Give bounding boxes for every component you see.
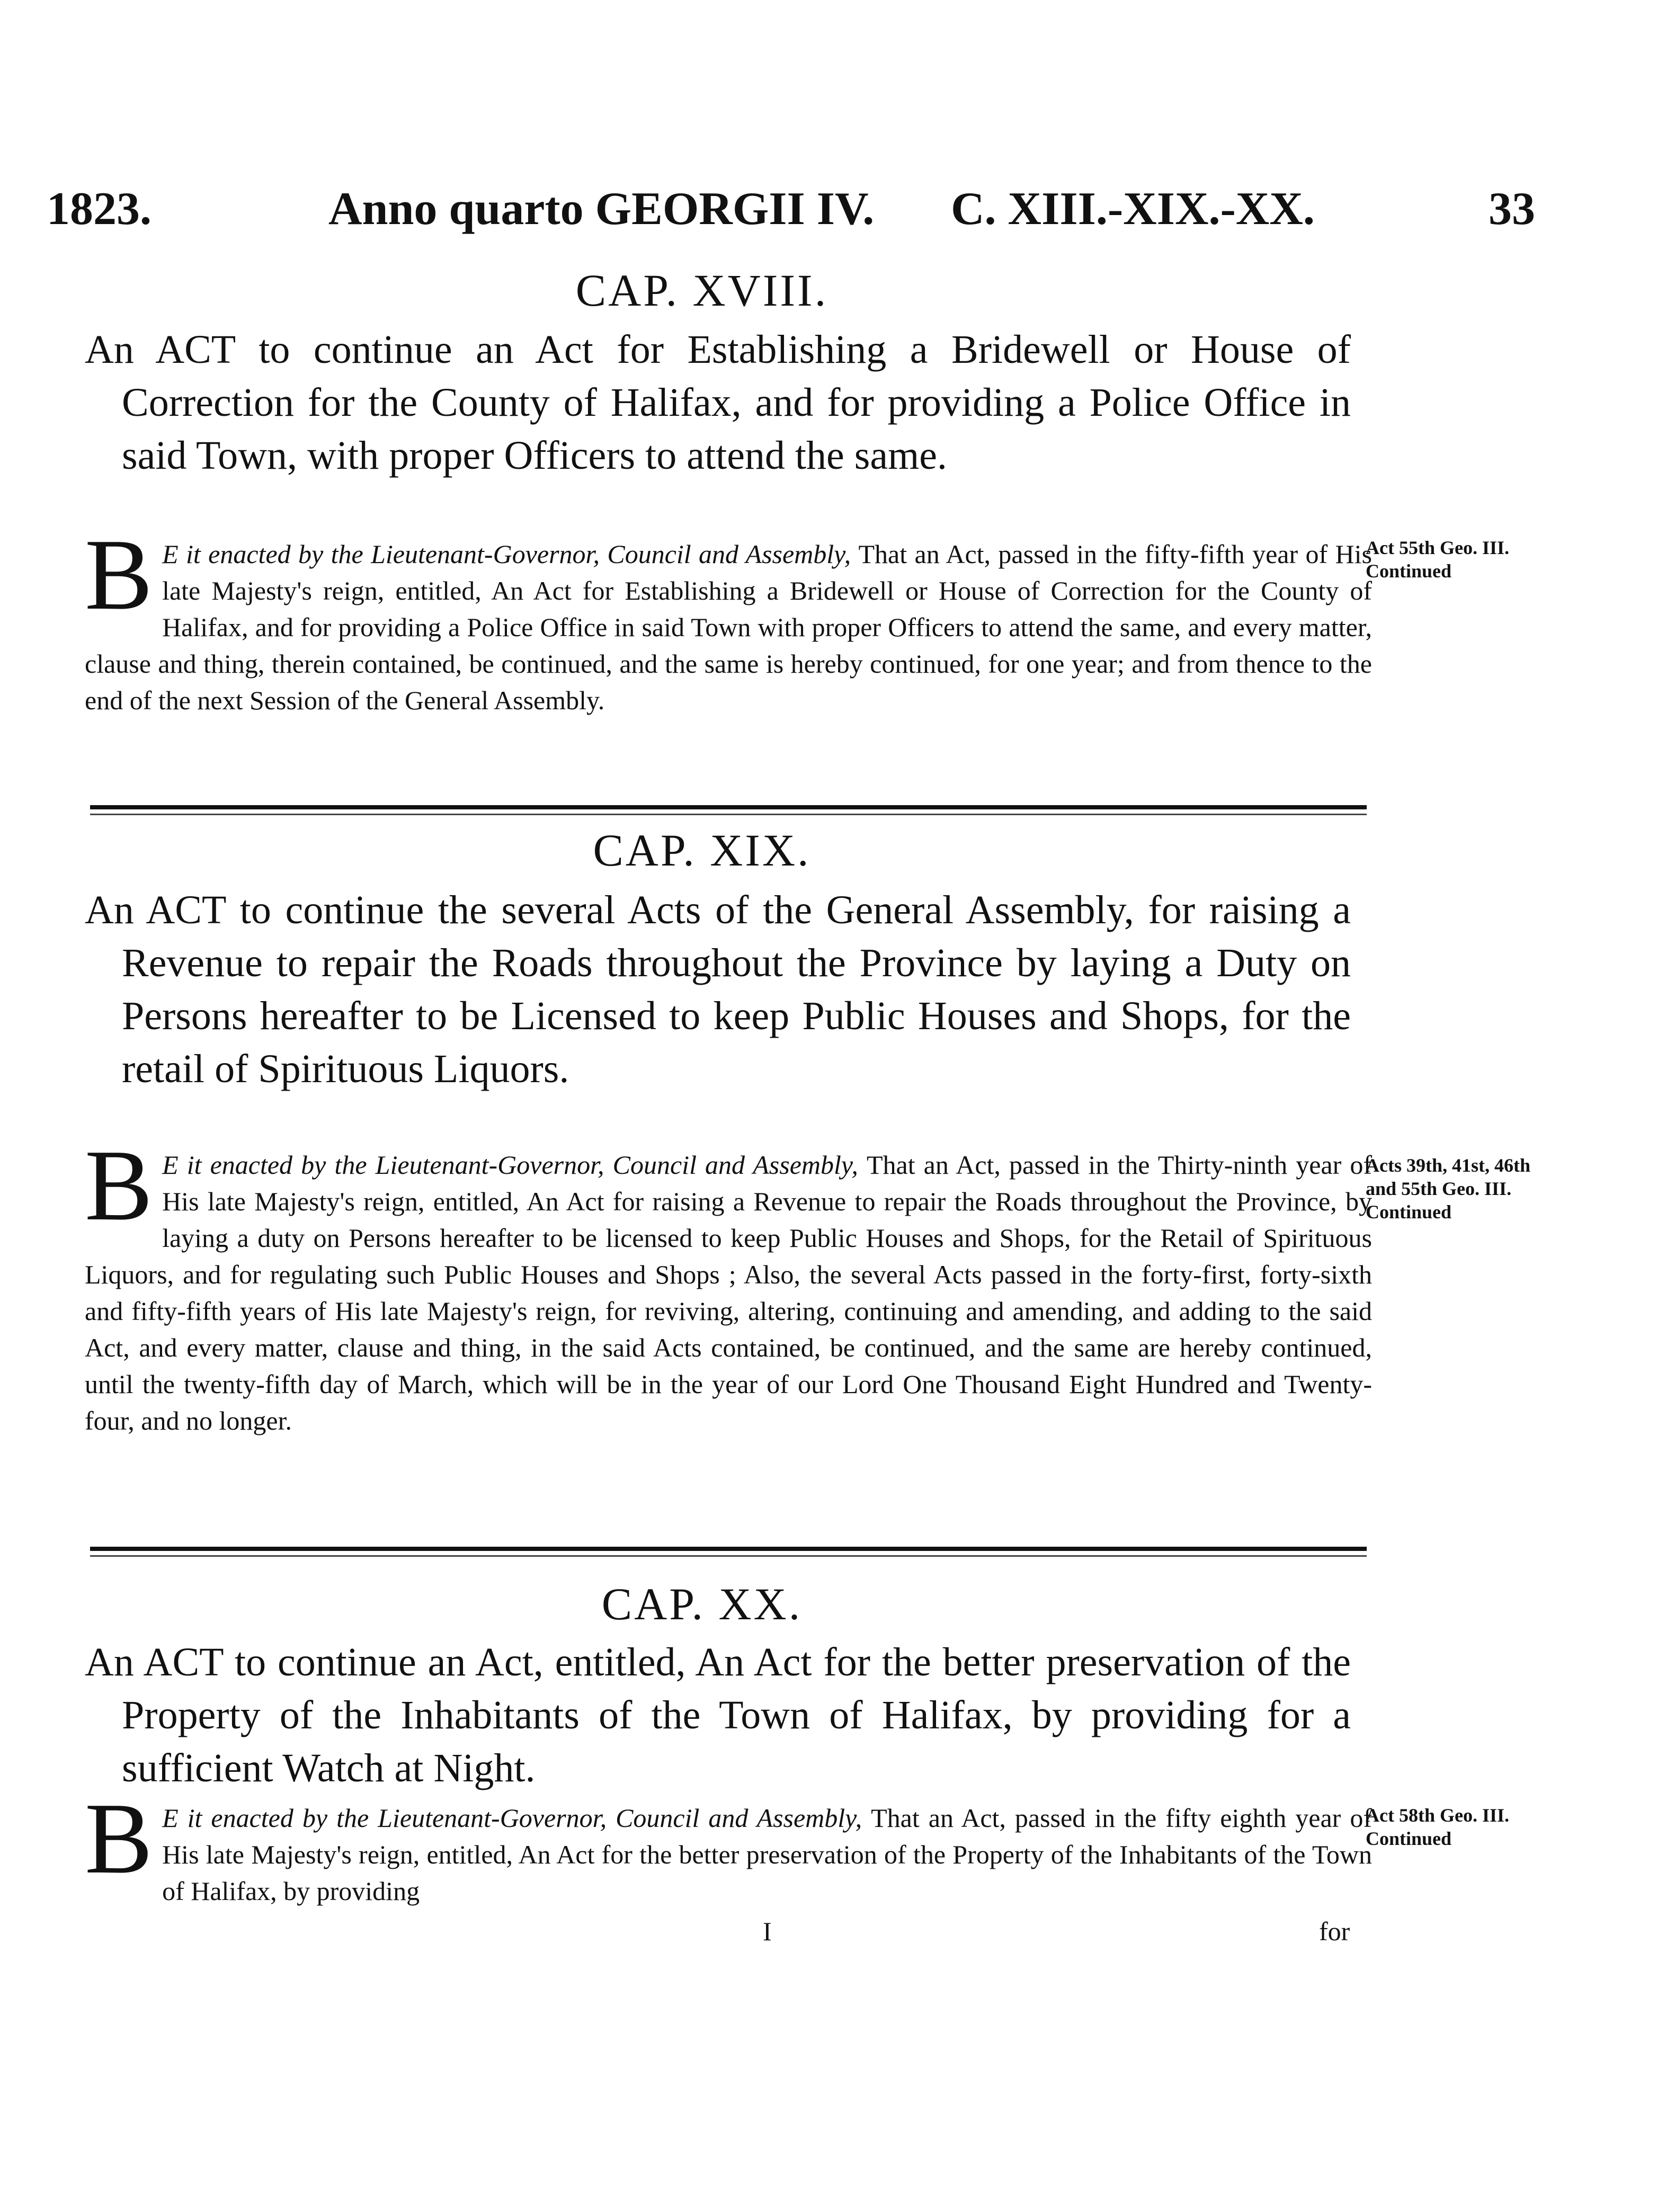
running-head-title: Anno quarto GEORGII IV. <box>328 183 875 235</box>
cap-20-heading: CAP. XX. <box>601 1578 803 1629</box>
page-number: 33 <box>1489 183 1535 235</box>
cap-20-enacting-clause: E it enacted by the Lieutenant-Governor, Council and Assembly, <box>162 1803 871 1833</box>
running-head-year: 1823. <box>47 183 152 235</box>
section-rule-thin <box>90 1555 1367 1557</box>
section-rule <box>90 805 1367 809</box>
cap-19-dropcap: B <box>85 1129 153 1242</box>
cap-19-enacting-clause: E it enacted by the Lieutenant-Governor, Council and Assembly, <box>162 1150 867 1180</box>
cap-19-title: An ACT to continue the several Acts of the General Assembly, for raising a Revenue to repair the Roads throughout the Province by laying a Duty on Persons hereafter to be Licensed to keep Public Houses and Shops, for the retail of Spirituous Liquors. <box>85 888 1351 1091</box>
cap-20-dropcap: B <box>85 1782 153 1895</box>
cap-19-heading: CAP. XIX. <box>593 825 811 876</box>
cap-18-heading: CAP. XVIII. <box>575 265 829 316</box>
section-rule <box>90 1547 1367 1551</box>
cap-18-enacting-clause: E it enacted by the Lieutenant-Governor, Council and Assembly, <box>162 539 859 569</box>
catchword: for <box>1319 1916 1350 1946</box>
cap-19-body-text: That an Act, passed in the Thirty-ninth year of His late Majesty's reign, entitled, An Act for raising a Revenue to repair the Roads throughout the Province, by laying a duty on Persons hereafter to be licensed to keep Public Houses and Shops, for the Retail of Spirituous Liquors, and for regulating such Public Houses and Shops ; Also, the several Acts passed in the forty-first, forty-sixth and fifty-fifth years of His late Majesty's reign, for reviving, altering, continuing and amending, and adding to the said Act, and every matter, clause and thing, in the said Acts contained, be continued, and the same are hereby continued, until the twenty-fifth day of March, which will be in the year of our Lord One Thousand Eight Hundred and Twenty-four, and no longer. <box>85 1150 1372 1435</box>
cap-20-title: An ACT to continue an Act, entitled, An Act for the better preservation of the Property of the Inhabitants of the Town of Halifax, by providing for a sufficient Watch at Night. <box>85 1640 1351 1790</box>
cap-20-margin-note: Act 58th Geo. III. Continued <box>1366 1805 1509 1849</box>
signature-mark: I <box>763 1916 772 1946</box>
cap-18-margin-note: Act 55th Geo. III. Continued <box>1366 537 1509 582</box>
section-rule-thin <box>90 814 1367 815</box>
cap-20-body-text: That an Act, passed in the fifty eighth year of His late Majesty's reign, entitled, An Act for the better preservation of the Property of the Inhabitants of the Town of Halifax, by providing <box>162 1803 1372 1906</box>
cap-18-body <box>85 518 1372 719</box>
running-head-chapters: C. XIII.-XIX.-XX. <box>951 183 1315 235</box>
cap-19-margin-note: Acts 39th, 41st, 46th and 55th Geo. III. Continued <box>1366 1155 1530 1223</box>
cap-20-body <box>85 1782 1372 1910</box>
cap-18-body-text: That an Act, passed in the fifty-fifth year of His late Majesty's reign, entitled, An Act for Establishing a Bridewell or House of Correction for the County of Halifax, and for providing a Police Office in said Town with proper Officers to attend the same, and every matter, clause and thing, therein contained, be continued, and the same is hereby continued, for one year; and from thence to the end of the next Session of the General Assembly. <box>85 539 1372 715</box>
cap-19-body <box>85 1129 1372 1439</box>
cap-18-title: An ACT to continue an Act for Establishing a Bridewell or House of Correction for the County of Halifax, and for providing a Police Office in said Town, with proper Officers to attend the same. <box>85 327 1351 478</box>
cap-18-dropcap: B <box>85 518 153 631</box>
